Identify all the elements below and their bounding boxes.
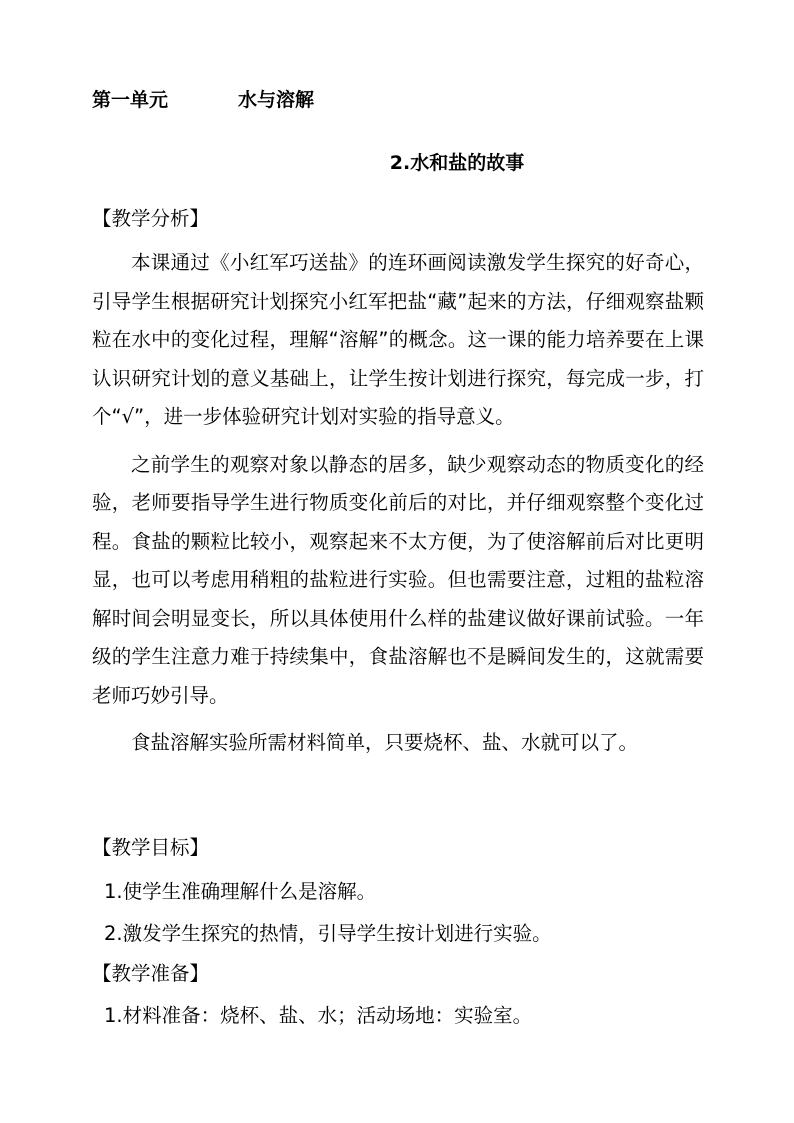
- lesson-title: 2.水和盐的故事: [389, 152, 525, 174]
- objectives-heading: 【教学目标】: [92, 836, 210, 859]
- analysis-body: [92, 244, 704, 763]
- unit-name: 水与溶解: [238, 89, 315, 111]
- analysis-paragraph-2: 之前学生的观察对象以静态的居多，缺少观察动态的物质变化的经验，老师要指导学生进行物质变化前后的对比，并仔细观察整个变化过程。食盐的颗粒比较小，观察起来不太方便，为了使溶解前后对比更明显，也可以考虑用稍粗的盐粒进行实验。但也需要注意，过粗的盐粒溶解时间会明显变长，所以具体使用什么样的盐建议做好课前试验。一年级的学生注意力难于持续集中，食盐溶解也不是瞬间发生的，这就需要老师巧妙引导。: [92, 452, 704, 707]
- objective-item-1: 1.使学生准确理解什么是溶解。: [104, 880, 377, 903]
- objective-item-2: 2.激发学生探究的热情，引导学生按计划进行实验。: [104, 922, 552, 945]
- analysis-heading: 【教学分析】: [92, 207, 210, 230]
- analysis-paragraph-1: 本课通过《小红军巧送盐》的连环画阅读激发学生探究的好奇心，引导学生根据研究计划探究小红军把盐“藏”起来的方法，仔细观察盐颗粒在水中的变化过程，理解“溶解”的概念。这一课的能力培养要在上课认识研究计划的意义基础上，让学生按计划进行探究，每完成一步，打个“√”，进一步体验研究计划对实验的指导意义。: [92, 251, 704, 428]
- preparation-heading: 【教学准备】: [92, 962, 210, 985]
- unit-label: 第一单元: [92, 89, 169, 111]
- unit-heading: [92, 85, 314, 112]
- analysis-paragraph-3: 食盐溶解实验所需材料简单，只要烧杯、盐、水就可以了。: [131, 731, 639, 754]
- preparation-item-1: 1.材料准备：烧杯、盐、水；活动场地：实验室。: [104, 1004, 533, 1027]
